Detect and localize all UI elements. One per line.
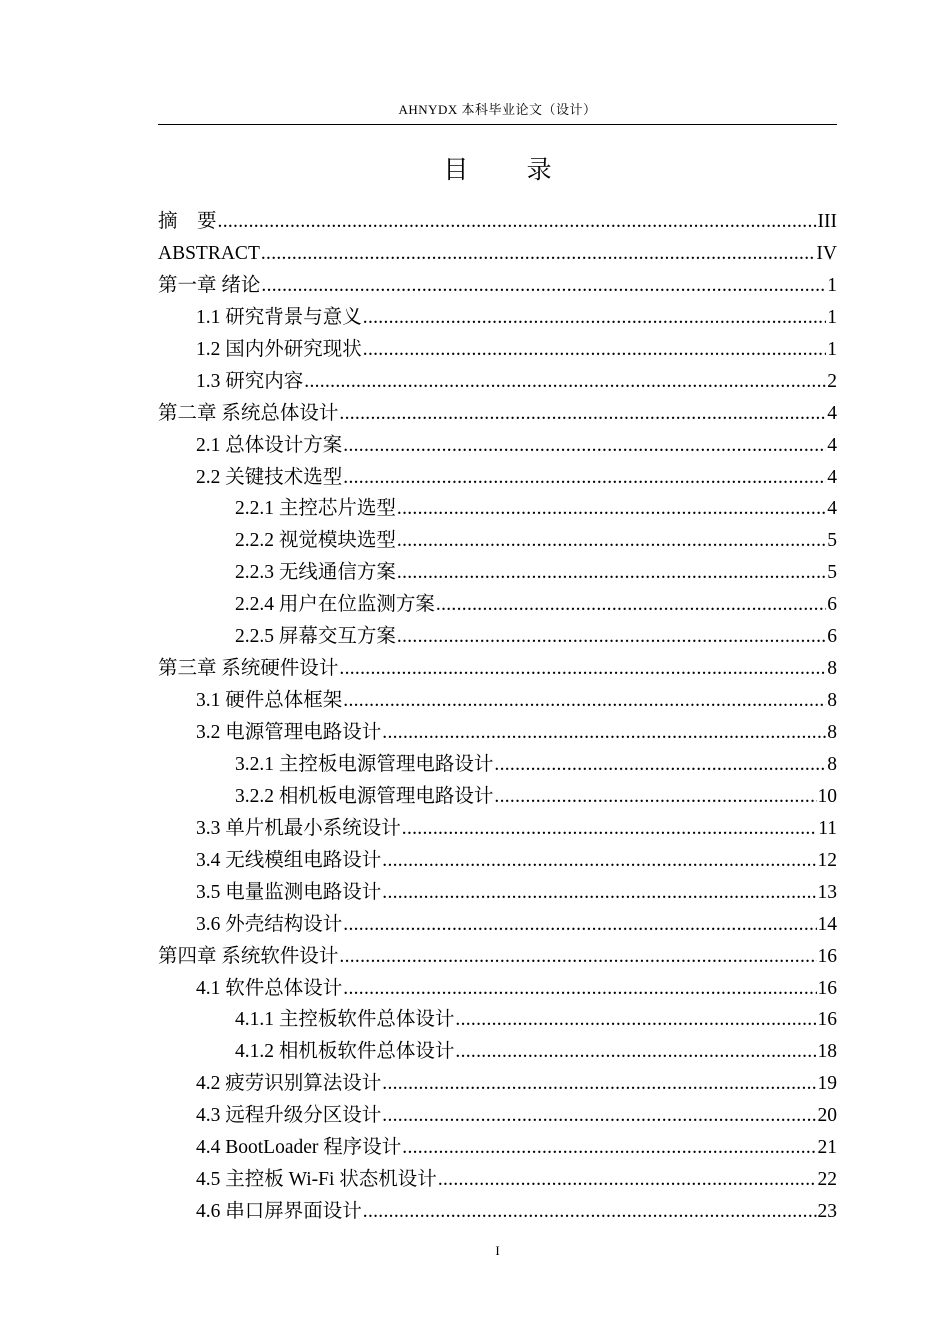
toc-dot-leader [261, 270, 826, 302]
toc-entry-title: 2.2.3 无线通信方案 [235, 562, 396, 584]
toc-entry-title: 4.4 BootLoader 程序设计 [196, 1137, 402, 1159]
toc-dot-leader [261, 238, 816, 270]
toc-entry[interactable] [158, 717, 837, 749]
toc-entry-title: 1.2 国内外研究现状 [196, 338, 362, 360]
toc-entry-page: 4 [827, 498, 837, 520]
toc-dot-leader [382, 845, 816, 877]
toc-entry[interactable] [158, 206, 837, 238]
toc-entry-page: 8 [827, 753, 837, 775]
toc-dot-leader [438, 1164, 817, 1196]
header-rule [158, 124, 837, 125]
toc-entry-page: 11 [818, 817, 837, 839]
toc-entry[interactable] [158, 270, 837, 302]
toc-entry-title: 2.2 关键技术选型 [196, 466, 343, 488]
toc-entry[interactable] [158, 238, 837, 270]
page-number: I [495, 1243, 500, 1258]
toc-entry-title: 摘 要 [158, 211, 217, 232]
toc-entry-title: 3.2.2 相机板电源管理电路设计 [235, 785, 494, 807]
toc-entry[interactable] [158, 621, 837, 653]
toc-entry-page: 13 [817, 881, 837, 903]
toc-entry-title: 第四章 系统软件设计 [158, 945, 339, 967]
toc-entry[interactable] [158, 557, 837, 589]
toc-entry[interactable] [158, 1100, 837, 1132]
toc-entry-title: 4.6 串口屏界面设计 [196, 1201, 362, 1223]
toc-entry-page: 2 [827, 370, 837, 392]
toc-entry-page: 16 [817, 1009, 837, 1031]
toc-entry[interactable] [158, 877, 837, 909]
toc-entry-page: 8 [827, 658, 837, 680]
toc-dot-leader [402, 1132, 816, 1164]
toc-entry[interactable] [158, 1068, 837, 1100]
toc-entry[interactable] [158, 653, 837, 685]
toc-dot-leader [382, 1068, 816, 1100]
toc-dot-leader [397, 493, 826, 525]
toc-dot-leader [382, 877, 816, 909]
toc-entry[interactable] [158, 430, 837, 462]
toc-entry[interactable] [158, 462, 837, 494]
toc-entry-title: 4.1.1 主控板软件总体设计 [235, 1009, 455, 1031]
toc-entry-title: 4.5 主控板 Wi-Fi 状态机设计 [196, 1169, 437, 1191]
toc-entry-title: 3.2.1 主控板电源管理电路设计 [235, 753, 494, 775]
toc-entry-page: 19 [817, 1073, 837, 1095]
toc-entry[interactable] [158, 685, 837, 717]
toc-entry[interactable] [158, 1164, 837, 1196]
toc-entry-title: 4.3 远程升级分区设计 [196, 1105, 382, 1127]
toc-dot-leader [382, 717, 826, 749]
toc-entry-page: 16 [817, 945, 837, 967]
toc-entry-page: 5 [827, 562, 837, 584]
toc-dot-leader [218, 206, 817, 238]
toc-entry-page: 6 [827, 594, 837, 616]
toc-dot-leader [402, 813, 817, 845]
toc-entry-title: 3.6 外壳结构设计 [196, 913, 343, 935]
toc-entry-title: 3.3 单片机最小系统设计 [196, 817, 401, 839]
toc-dot-leader [343, 909, 816, 941]
toc-entry-page: 1 [827, 274, 837, 296]
toc-entry-title: 第一章 绪论 [158, 274, 261, 296]
toc-entry[interactable] [158, 1196, 837, 1228]
toc-entry[interactable] [158, 493, 837, 525]
toc-entry[interactable] [158, 398, 837, 430]
toc-entry-page: 16 [817, 977, 837, 999]
toc-entry-page: 4 [827, 434, 837, 456]
toc-entry[interactable] [158, 1036, 837, 1068]
toc-dot-leader [494, 781, 816, 813]
toc-dot-leader [343, 430, 826, 462]
toc-entry-page: 10 [817, 785, 837, 807]
toc-entry-title: 3.1 硬件总体框架 [196, 690, 343, 712]
toc-entry[interactable] [158, 813, 837, 845]
toc-entry-title: 1.3 研究内容 [196, 370, 304, 392]
toc-entry[interactable] [158, 525, 837, 557]
toc-entry-page: 1 [827, 306, 837, 328]
toc-entry[interactable] [158, 334, 837, 366]
toc-entry-title: 3.2 电源管理电路设计 [196, 722, 382, 743]
toc-entry-page: 18 [817, 1041, 837, 1063]
toc-entry[interactable] [158, 749, 837, 781]
toc-entry-page: 5 [827, 530, 837, 552]
toc-dot-leader [343, 462, 826, 494]
toc-entry-page: 4 [827, 402, 837, 424]
toc-entry-title: 2.1 总体设计方案 [196, 434, 343, 456]
toc-dot-leader [363, 302, 826, 334]
toc-entry-title: 2.2.2 视觉模块选型 [235, 530, 396, 552]
toc-dot-leader [339, 653, 826, 685]
toc-entry-page: 12 [817, 849, 837, 871]
toc-dot-leader [343, 685, 826, 717]
toc-entry-page: 1 [827, 338, 837, 360]
toc-entry[interactable] [158, 302, 837, 334]
toc-entry-page: 23 [817, 1201, 837, 1223]
toc-dot-leader [455, 1004, 816, 1036]
toc-entry-page: 14 [817, 913, 837, 935]
page-header: AHNYDX 本科毕业论文（设计） [398, 102, 597, 117]
toc-entry-title: 2.2.5 屏幕交互方案 [235, 626, 396, 648]
toc-entry[interactable] [158, 1004, 837, 1036]
toc-entry-page: 6 [827, 626, 837, 648]
toc-dot-leader [455, 1036, 816, 1068]
toc-entry-page: IV [816, 242, 837, 264]
toc-dot-leader [397, 557, 826, 589]
toc-entry-title: 第三章 系统硬件设计 [158, 658, 339, 680]
toc-entry-page: 4 [827, 466, 837, 488]
toc-entry-page: III [817, 211, 837, 232]
toc-entry[interactable] [158, 366, 837, 398]
toc-entry[interactable] [158, 845, 837, 877]
toc-dot-leader [363, 1196, 817, 1228]
toc-entry-title: 4.2 疲劳识别算法设计 [196, 1073, 382, 1095]
toc-entry-title: 4.1 软件总体设计 [196, 977, 343, 999]
toc-dot-leader [363, 334, 826, 366]
toc-entry-page: 8 [827, 722, 837, 743]
toc-entry-title: 4.1.2 相机板软件总体设计 [235, 1041, 455, 1063]
toc-dot-leader [339, 398, 826, 430]
toc-entry[interactable] [158, 973, 837, 1005]
toc-entry[interactable] [158, 781, 837, 813]
toc-entry[interactable] [158, 941, 837, 973]
table-of-contents [158, 206, 837, 1228]
toc-dot-leader [494, 749, 826, 781]
toc-entry[interactable] [158, 589, 837, 621]
toc-entry[interactable] [158, 909, 837, 941]
toc-dot-leader [339, 941, 816, 973]
toc-dot-leader [304, 366, 826, 398]
toc-entry-page: 22 [817, 1169, 837, 1191]
toc-entry-title: 3.5 电量监测电路设计 [196, 881, 382, 903]
toc-entry-title: ABSTRACT [158, 242, 260, 264]
toc-dot-leader [436, 589, 826, 621]
toc-dot-leader [397, 525, 826, 557]
toc-entry-page: 21 [817, 1137, 837, 1159]
toc-dot-leader [343, 973, 816, 1005]
toc-entry-title: 2.2.1 主控芯片选型 [235, 498, 396, 520]
toc-entry-title: 3.4 无线模组电路设计 [196, 849, 382, 871]
toc-entry-title: 第二章 系统总体设计 [158, 402, 339, 424]
toc-entry-title: 1.1 研究背景与意义 [196, 306, 362, 328]
toc-dot-leader [382, 1100, 816, 1132]
toc-entry-title: 2.2.4 用户在位监测方案 [235, 594, 435, 616]
toc-dot-leader [397, 621, 826, 653]
toc-entry-page: 8 [827, 690, 837, 712]
toc-entry[interactable] [158, 1132, 837, 1164]
toc-title: 目 录 [443, 157, 578, 184]
toc-entry-page: 20 [817, 1105, 837, 1127]
